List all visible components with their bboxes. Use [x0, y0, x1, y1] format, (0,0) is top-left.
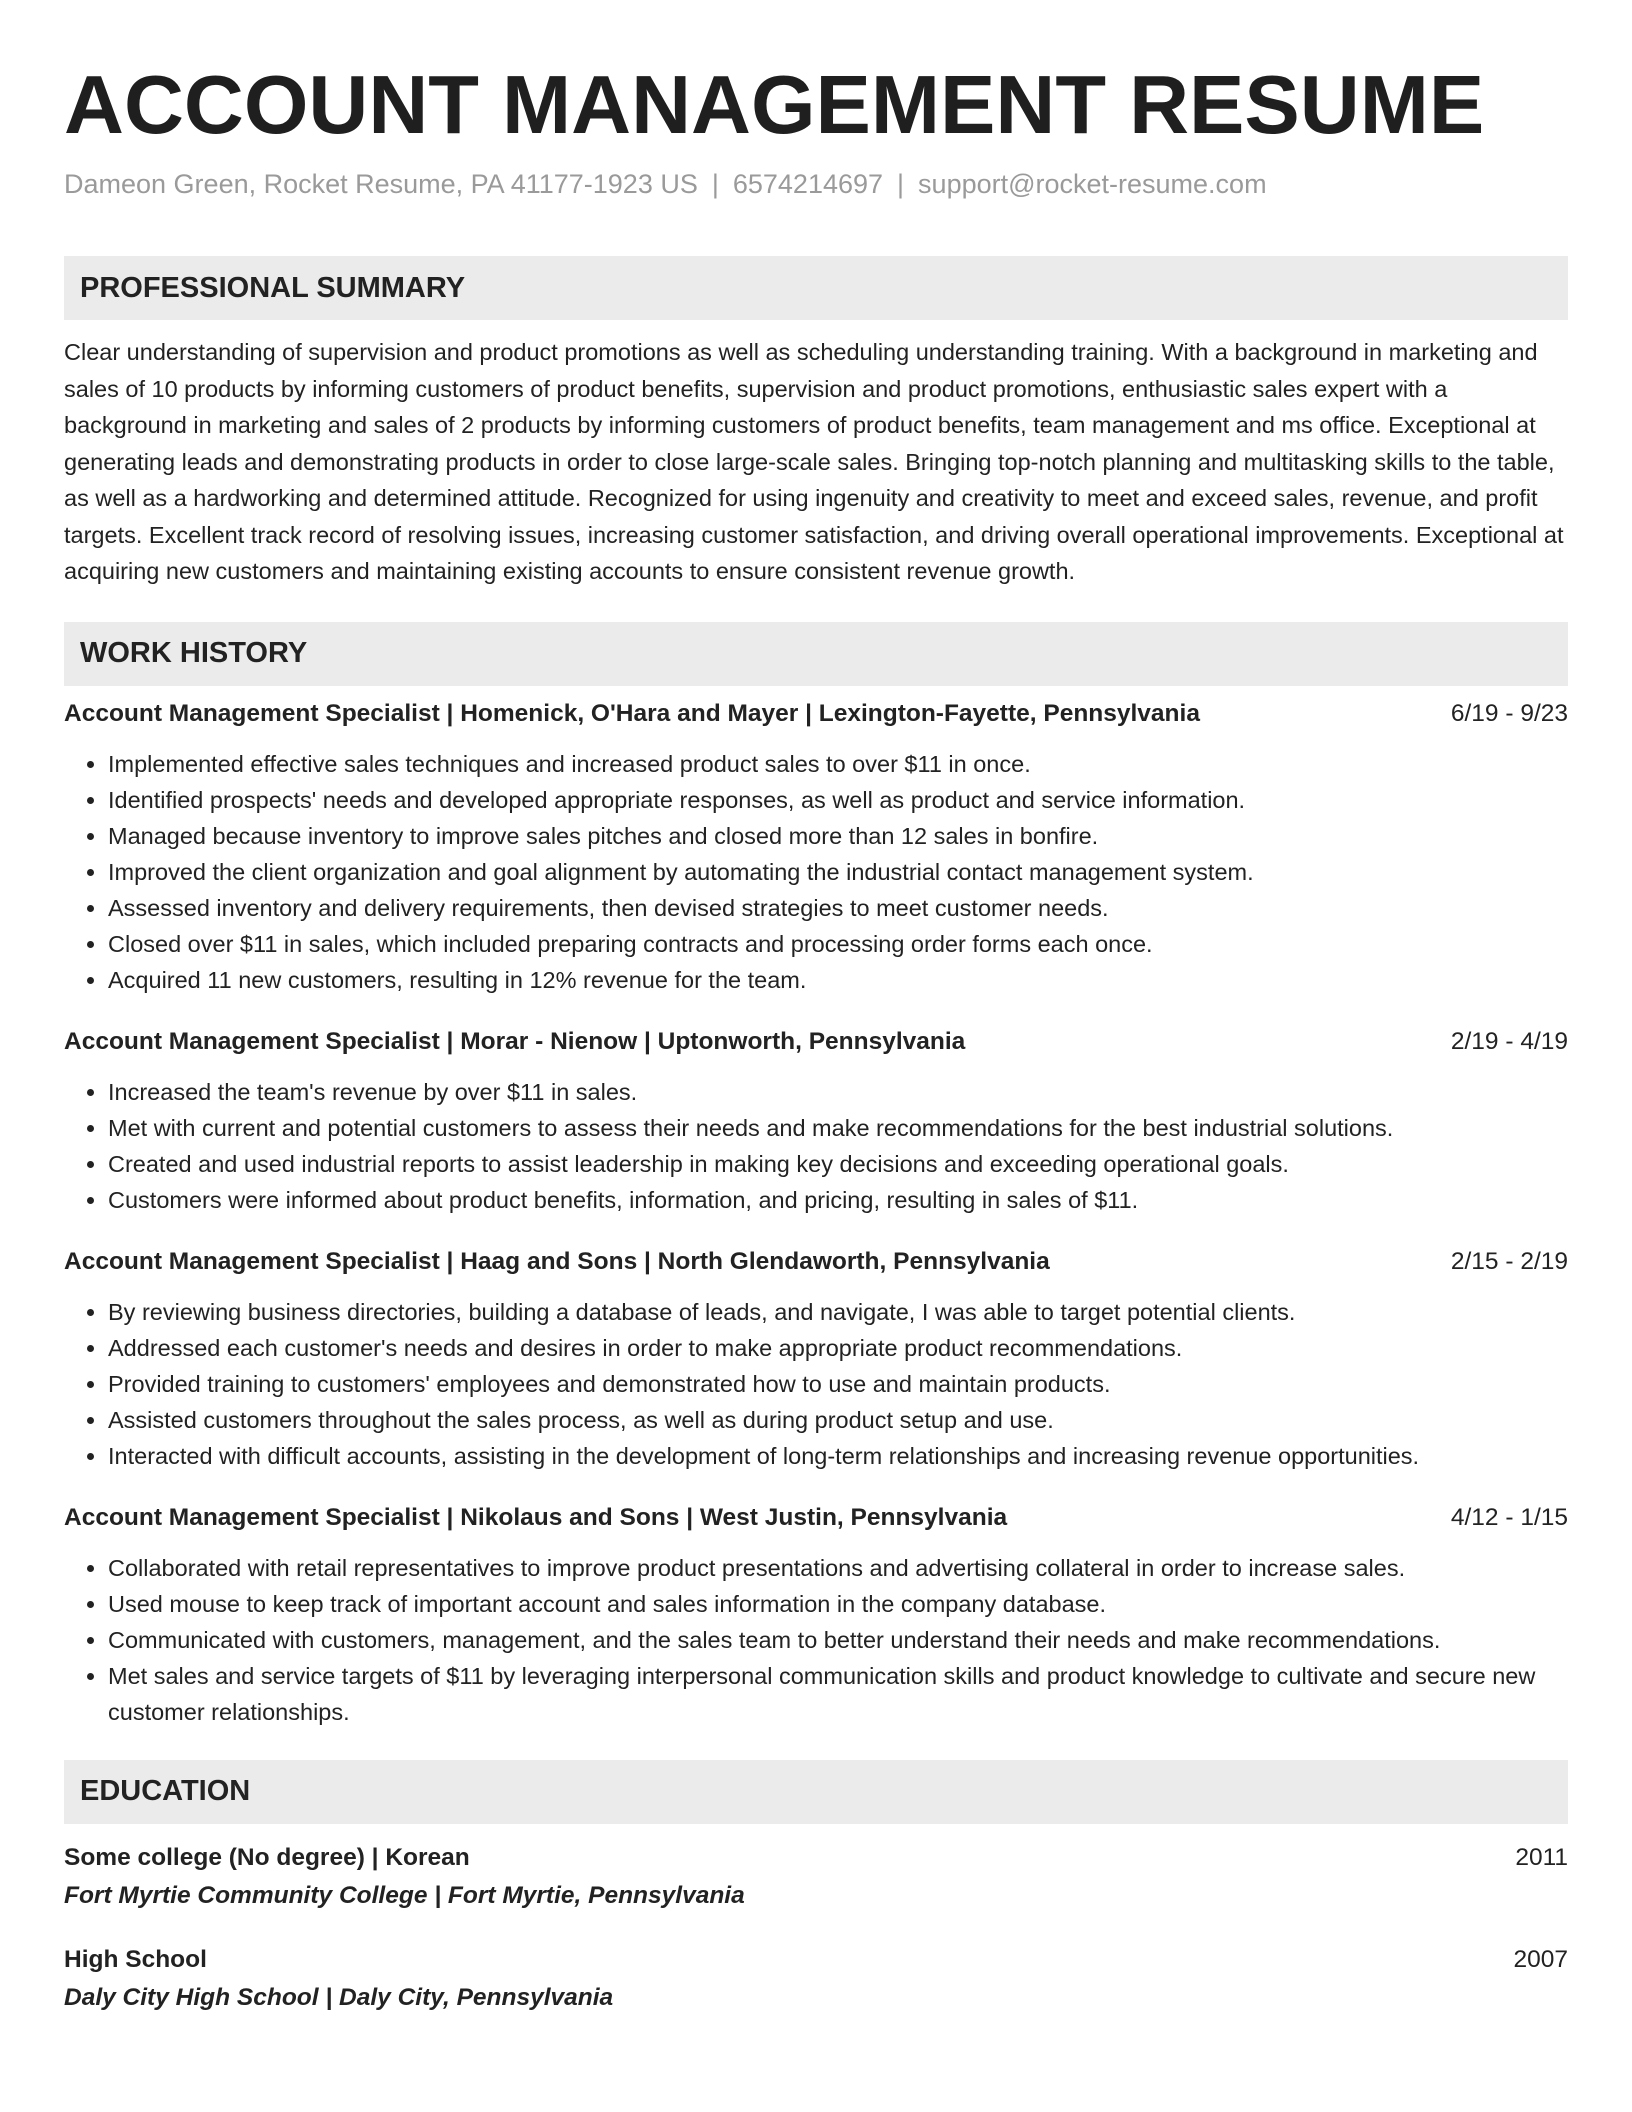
job-bullet: • Assessed inventory and delivery requirements, then devised strategies to meet customer needs.: [108, 890, 1568, 926]
job-bullet: • Acquired 11 new customers, resulting in 12% revenue for the team.: [108, 962, 1568, 998]
contact-line: [64, 166, 1568, 202]
section-heading-summary: PROFESSIONAL SUMMARY: [64, 256, 1568, 320]
resume-title: ACCOUNT MANAGEMENT RESUME: [64, 58, 1485, 151]
education-entry: [64, 1840, 1568, 1916]
education-header: [64, 1840, 1568, 1876]
job-dates: 4/12 - 1/15: [1450, 1503, 1568, 1531]
job-bullet: • By reviewing business directories, building a database of leads, and navigate, I was able to target potential clients.: [108, 1294, 1568, 1330]
job-bullet: • Met with current and potential customers to assess their needs and make recommendations for the best industrial solutions.: [108, 1110, 1568, 1146]
job-bullet: • Managed because inventory to improve sales pitches and closed more than 12 sales in bonfire.: [108, 818, 1568, 854]
job-bullet: • Met sales and service targets of $11 by leveraging interpersonal communication skills and product knowledge to cultivate and secure new customer relationships.: [108, 1658, 1568, 1730]
job-bullet-list: [64, 1294, 1568, 1474]
job-bullet-list: [64, 746, 1568, 998]
education-year: 2011: [1515, 1843, 1568, 1871]
section-heading-work-history: WORK HISTORY: [64, 622, 1568, 686]
job-bullet: • Addressed each customer's needs and desires in order to make appropriate product recommendations.: [108, 1330, 1568, 1366]
job-bullet: • Collaborated with retail representatives to improve product presentations and advertising collateral in order to increase sales.: [108, 1550, 1568, 1586]
job-title: Account Management Specialist | Nikolaus and Sons | West Justin, Pennsylvania: [64, 1503, 1008, 1531]
job-entry: [64, 1500, 1568, 1730]
education-school: Fort Myrtie Community College | Fort Myrtie, Pennsylvania: [64, 1881, 745, 1909]
job-entry: [64, 1024, 1568, 1218]
job-title: Account Management Specialist | Homenick, O'Hara and Mayer | Lexington-Fayette, Pennsylvania: [64, 699, 1200, 727]
job-bullet: • Communicated with customers, management, and the sales team to better understand their needs and make recommendations.: [108, 1622, 1568, 1658]
job-bullet: • Created and used industrial reports to assist leadership in making key decisions and exceeding operational goals.: [108, 1146, 1568, 1182]
job-bullet: • Increased the team's revenue by over $11 in sales.: [108, 1074, 1568, 1110]
job-bullet: • Closed over $11 in sales, which included preparing contracts and processing order forms each once.: [108, 926, 1568, 962]
contact-phone: 6574214697: [732, 169, 884, 199]
education-year: 2007: [1513, 1945, 1568, 1973]
job-bullet: • Implemented effective sales techniques and increased product sales to over $11 in once.: [108, 746, 1568, 782]
education-list: [64, 1840, 1568, 2018]
contact-address: Dameon Green, Rocket Resume, PA 41177-1923 US: [64, 169, 698, 199]
education-header: [64, 1942, 1568, 1978]
job-bullet: • Assisted customers throughout the sales process, as well as during product setup and use.: [108, 1402, 1568, 1438]
job-header: [64, 1500, 1568, 1536]
contact-separator: |: [711, 169, 719, 199]
education-degree: High School: [64, 1945, 207, 1973]
education-school: Daly City High School | Daly City, Pennsylvania: [64, 1983, 614, 2011]
job-bullet: • Used mouse to keep track of important account and sales information in the company database.: [108, 1586, 1568, 1622]
job-header: [64, 696, 1568, 732]
education-degree: Some college (No degree) | Korean: [64, 1843, 470, 1871]
job-dates: 6/19 - 9/23: [1450, 699, 1568, 727]
job-bullet: • Provided training to customers' employees and demonstrated how to use and maintain products.: [108, 1366, 1568, 1402]
job-header: [64, 1024, 1568, 1060]
job-title: Account Management Specialist | Morar - Nienow | Uptonworth, Pennsylvania: [64, 1027, 966, 1055]
contact-email: support@rocket-resume.com: [918, 169, 1267, 199]
education-entry: [64, 1942, 1568, 2018]
job-entry: [64, 696, 1568, 998]
job-bullet: • Interacted with difficult accounts, assisting in the development of long-term relationships and increasing revenue opportunities.: [108, 1438, 1568, 1474]
job-bullet-list: [64, 1550, 1568, 1730]
section-heading-education: EDUCATION: [64, 1760, 1568, 1824]
job-bullet: • Improved the client organization and goal alignment by automating the industrial contact management system.: [108, 854, 1568, 890]
job-dates: 2/19 - 4/19: [1450, 1027, 1568, 1055]
work-history-list: [64, 696, 1568, 1730]
job-title: Account Management Specialist | Haag and Sons | North Glendaworth, Pennsylvania: [64, 1247, 1050, 1275]
contact-separator: |: [897, 169, 905, 199]
job-dates: 2/15 - 2/19: [1450, 1247, 1568, 1275]
job-header: [64, 1244, 1568, 1280]
summary-text: Clear understanding of supervision and product promotions as well as scheduling understanding training. With a background in marketing and sales of 10 products by informing customers of product benefits, supervision and product promotions, enthusiastic sales expert with a background in marketing and sales of 2 products by informing customers of product benefits, team management and ms office. Exceptional at generating leads and demonstrating products in order to close large-scale sales. Bringing top-notch planning and multitasking skills to the table, as well as a hardworking and determined attitude. Recognized for using ingenuity and creativity to meet and exceed sales, revenue, and profit targets. Excellent track record of resolving issues, increasing customer satisfaction, and driving overall operational improvements. Exceptional at acquiring new customers and maintaining existing accounts to ensure consistent revenue growth.: [64, 339, 1564, 584]
job-bullet-list: [64, 1074, 1568, 1218]
job-bullet: • Identified prospects' needs and developed appropriate responses, as well as product and service information.: [108, 782, 1568, 818]
job-entry: [64, 1244, 1568, 1474]
job-bullet: • Customers were informed about product benefits, information, and pricing, resulting in sales of $11.: [108, 1182, 1568, 1218]
